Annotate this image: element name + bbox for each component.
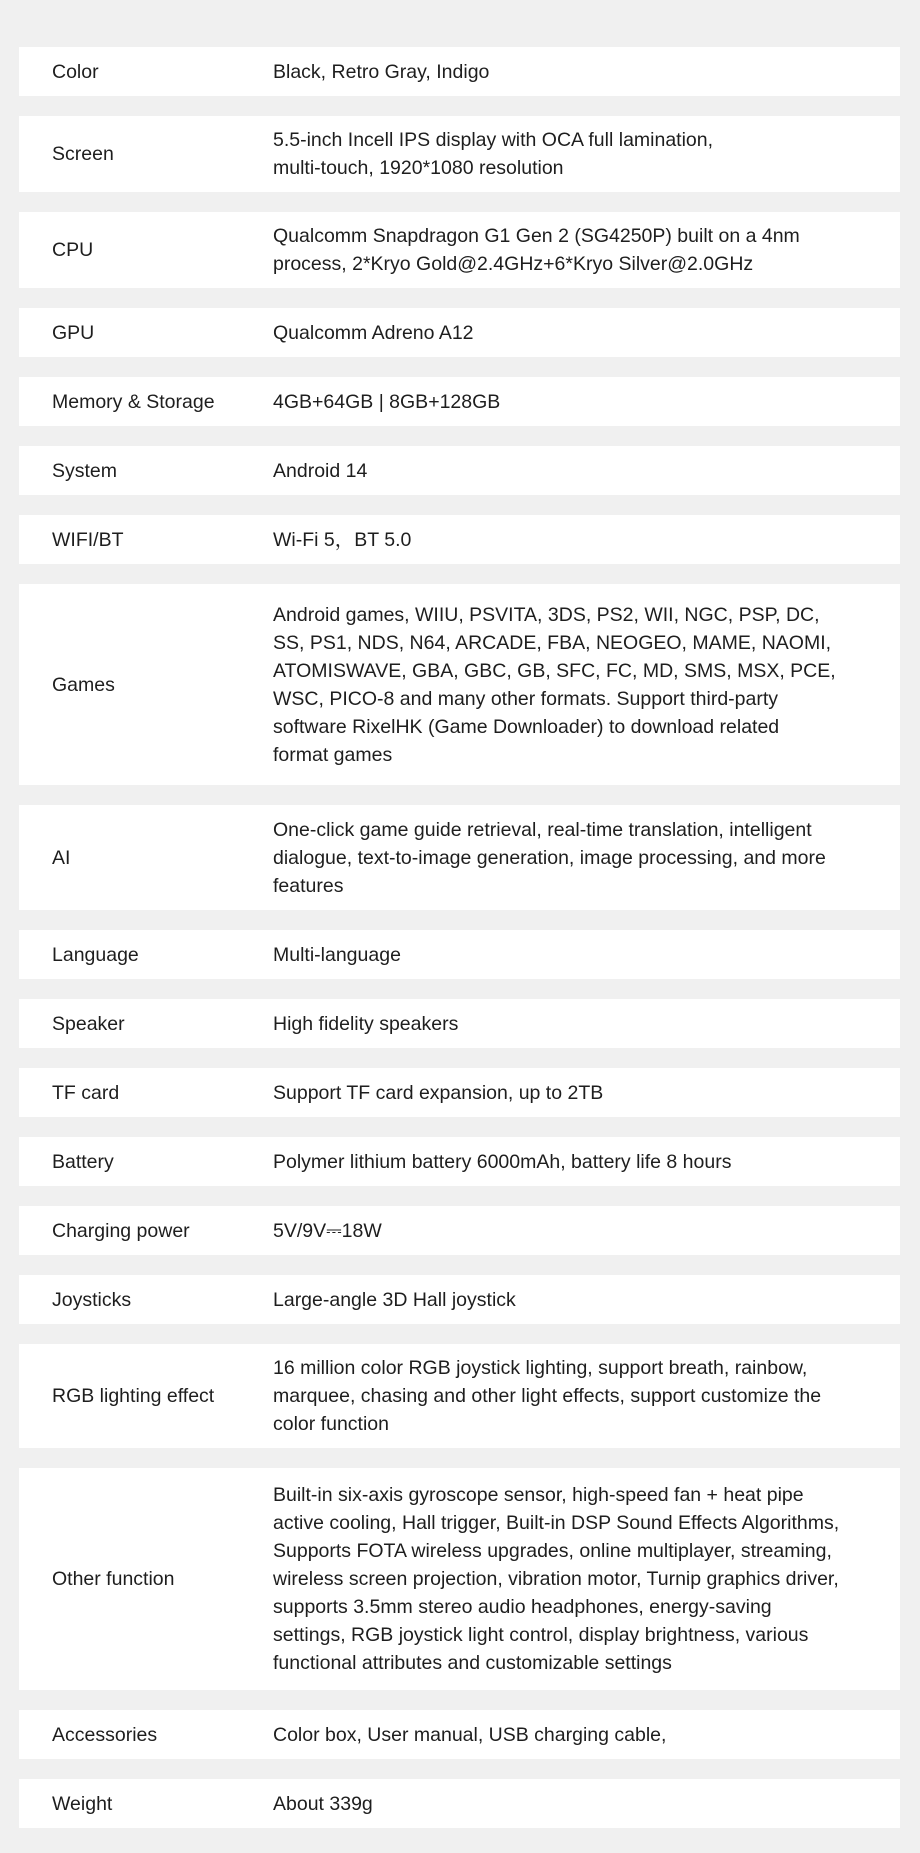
spec-row-wifi-bt [19, 515, 900, 564]
spec-label: RGB lighting effect [52, 1385, 215, 1407]
spec-row-color [19, 47, 900, 96]
spec-label: Memory & Storage [52, 390, 215, 413]
spec-value: Built-in six-axis gyroscope sensor, high-speed fan + heat pipe active cooling, Hall trigger, Built-in DSP Sound Effects Algorithms, Supports FOTA wireless upgrades, online multiplayer, streaming, wireless screen projection, vibration motor, Turnip graphics driver, supports 3.5mm stereo audio headphones, energy-saving settings, RGB joystick light control, display brightness, various functional attributes and customizable settings [273, 1484, 840, 1674]
spec-label: Battery [52, 1150, 114, 1173]
spec-value: 16 million color RGB joystick lighting, support breath, rainbow, marquee, chasing and other light effects, support customize the color function [273, 1357, 822, 1435]
spec-value: Support TF card expansion, up to 2TB [273, 1081, 604, 1104]
spec-row-memory-storage [19, 377, 900, 426]
spec-value: 5V/9V⎓18W [273, 1219, 382, 1242]
spec-row-ai [19, 805, 900, 910]
spec-value: Android 14 [273, 459, 368, 482]
spec-row-accessories [19, 1710, 900, 1759]
spec-label: CPU [52, 239, 94, 261]
spec-row-gpu [19, 308, 900, 357]
spec-row-rgb-lighting-effect [19, 1344, 900, 1448]
spec-row-screen [19, 116, 900, 192]
spec-label: TF card [52, 1081, 120, 1104]
spec-value: Color box, User manual, USB charging cable, [273, 1723, 667, 1746]
spec-value: 5.5-inch Incell IPS display with OCA full lamination, multi-touch, 1920*1080 resolution [273, 129, 714, 179]
spec-label: Games [52, 673, 115, 696]
spec-label: System [52, 459, 118, 482]
spec-label: AI [52, 846, 71, 869]
spec-row-system [19, 446, 900, 495]
spec-label: Screen [52, 143, 114, 165]
spec-row-language [19, 930, 900, 979]
spec-value: Multi-language [273, 943, 401, 966]
spec-row-weight [19, 1779, 900, 1828]
spec-row-battery [19, 1137, 900, 1186]
spec-value: Android games, WIIU, PSVITA, 3DS, PS2, WII, NGC, PSP, DC, SS, PS1, NDS, N64, ARCADE, FBA, NEOGEO, MAME, NAOMI, ATOMISWAVE, GBA, GBC, GB, SFC, FC, MD, SMS, MSX, PCE, WSC, PICO-8 and many other formats. Support third-party software RixelHK (Game Downloader) to download related format games [273, 603, 836, 766]
spec-value: 4GB+64GB | 8GB+128GB [273, 390, 501, 413]
spec-row-joysticks [19, 1275, 900, 1324]
spec-label: GPU [52, 321, 95, 344]
spec-label: WIFI/BT [52, 528, 124, 551]
spec-row-charging-power [19, 1206, 900, 1255]
spec-value: One-click game guide retrieval, real-time translation, intelligent dialogue, text-to-image generation, image processing, and more features [273, 818, 826, 897]
spec-label: Color [52, 60, 99, 83]
spec-row-speaker [19, 999, 900, 1048]
spec-label: Accessories [52, 1723, 158, 1746]
spec-value: Qualcomm Snapdragon G1 Gen 2 (SG4250P) built on a 4nm process, 2*Kryo Gold@2.4GHz+6*Kryo Silver@2.0GHz [273, 225, 800, 275]
spec-value: Wi-Fi 5，BT 5.0 [273, 528, 412, 551]
spec-row-other-function [19, 1468, 900, 1690]
spec-label: Language [52, 943, 139, 966]
spec-value: Black, Retro Gray, Indigo [273, 60, 490, 83]
spec-row-games [19, 584, 900, 785]
spec-label: Weight [52, 1792, 113, 1815]
spec-label: Other function [52, 1568, 175, 1590]
spec-row-cpu [19, 212, 900, 288]
spec-label: Joysticks [52, 1288, 132, 1311]
spec-table [19, 47, 900, 1848]
spec-value: About 339g [273, 1792, 373, 1815]
spec-label: Charging power [52, 1219, 190, 1242]
spec-value: Polymer lithium battery 6000mAh, battery life 8 hours [273, 1150, 732, 1173]
spec-label: Speaker [52, 1012, 125, 1035]
spec-row-tf-card [19, 1068, 900, 1117]
spec-value: Qualcomm Adreno A12 [273, 321, 474, 344]
spec-value: Large-angle 3D Hall joystick [273, 1288, 516, 1311]
spec-value: High fidelity speakers [273, 1012, 459, 1035]
